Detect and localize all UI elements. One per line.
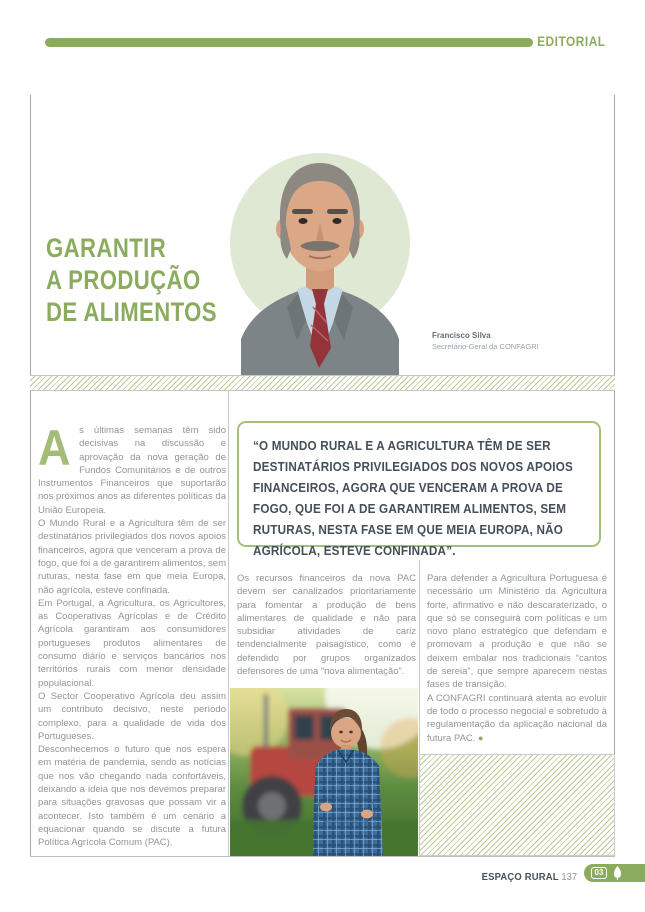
paragraph: O Sector Cooperativo Agrícola deu assim um contributo decisivo, neste período complexo, para a qualidade de vida dos Portugueses. [38,690,226,742]
paragraph: Para defender a Agricultura Portuguesa é necessário um Ministério da Agricultura forte, afirmativo e não descaraterizado, o que só se conseguirá com políticas e um novo plano estratégico que defendam e promovam a produção e que não se deixem embalar nos tradicionais “cantos de sereia”, que sempre aparecem nestas fases de transição. [427,573,607,691]
paragraph: Os recursos financeiros da nova PAC devem ser canalizados prioritariamente para fomentar a produção de bens alimentares de qualidade e não para subsidiar atividades de cariz tendencialmente paisagístico, como é defendido por grupos organizados defensores de uma “nova alimentação”. [237,573,416,678]
footer-magazine-label [481,867,577,885]
footer-page-pill [584,864,645,882]
paragraph-text: A CONFAGRI continuará atenta ao evoluir de todo o processo negocial e sobretudo à regulamentação da aplicação nacional da futura PAC. [427,692,607,744]
author-name: Francisco Silva [432,331,491,340]
page-border-left [30,95,31,856]
pull-quote-box [237,421,601,558]
paragraph: O Mundo Rural e a Agricultura têm de ser destinatários privilegiados dos novos apoios financeiros, agora que venceram a prova de fogo, que foi a de garantirem alimentos, sem ruturas, nesta fase em que meia Europa, não agrícola, esteve confinada. [38,518,226,596]
paragraph: Em Portugal, a Agricultura, os Agricultores, as Cooperativas Agrícolas e de Crédito Agrícola garantiram aos consumidores portugueses produtos alimentares de consumo diário e serviços bancários nos territórios rurais com menor densidade populacional. [38,597,226,689]
column-divider-left [228,391,229,856]
field-photo-woman-tractor [230,688,418,856]
column-left [38,420,226,850]
hatch-band-top [30,375,615,391]
header-green-rule [45,38,533,47]
paragraph-text: s últimas semanas têm sido decisivas na discussão e aprovação da nova geração de Fundos Comunitários e de outros Instrumentos Financeiros que suportarão nos próximos anos as diferentes políticas da União Europeia. [38,425,226,516]
title-line-2: A PRODUÇÃO [46,265,201,295]
author-caption [432,331,539,351]
column-middle [237,572,416,678]
section-label-editorial: EDITORIAL [537,33,606,49]
portrait-photo [227,127,413,376]
article-end-mark: ● [478,732,484,743]
article-title [46,232,217,328]
hatch-block-bottom-right [419,754,615,856]
page-border-right [614,95,615,856]
tree-icon [612,866,623,880]
paragraph: Desconhecemos o futuro que nos espera em matéria de pandemia, sendo as notícias que nos vão chegando nada confortáveis, deixando a ideia que nos devemos preparar para situações gravosas que possam vir a acontecer. Isto também é um cenário a equacionar quando se discute a futura Política Agrícola Comum (PAC). [38,744,226,849]
footer-issue-number: 137 [561,871,577,883]
pull-quote-text: “O MUNDO RURAL E A AGRICULTURA TÊM DE SER DESTINATÁRIOS PRIVILEGIADOS DOS NOVOS APOIOS FINANCEIROS, AGORA QUE VENCERAM A PROVA DE FOGO, QUE FOI A DE GARANTIREM ALIMENTOS, SEM RUTURAS, NESTA FASE EM QUE MEIA EUROPA, NÃO AGRÍCOLA, ESTEVE CONFINADA”. [253,438,573,558]
column-right [427,572,607,745]
page-border-bottom [30,856,615,857]
author-role: Secretário-Geral da CONFAGRI [432,342,539,351]
title-line-3: DE ALIMENTOS [46,297,217,327]
paragraph [427,692,607,745]
footer-magazine-name: ESPAÇO RURAL [481,871,559,883]
paragraph [38,420,226,517]
column-divider-right [419,560,420,754]
footer-page-number: 03 [591,867,607,879]
title-line-1: GARANTIR [46,233,167,263]
drop-cap: A [38,420,71,476]
